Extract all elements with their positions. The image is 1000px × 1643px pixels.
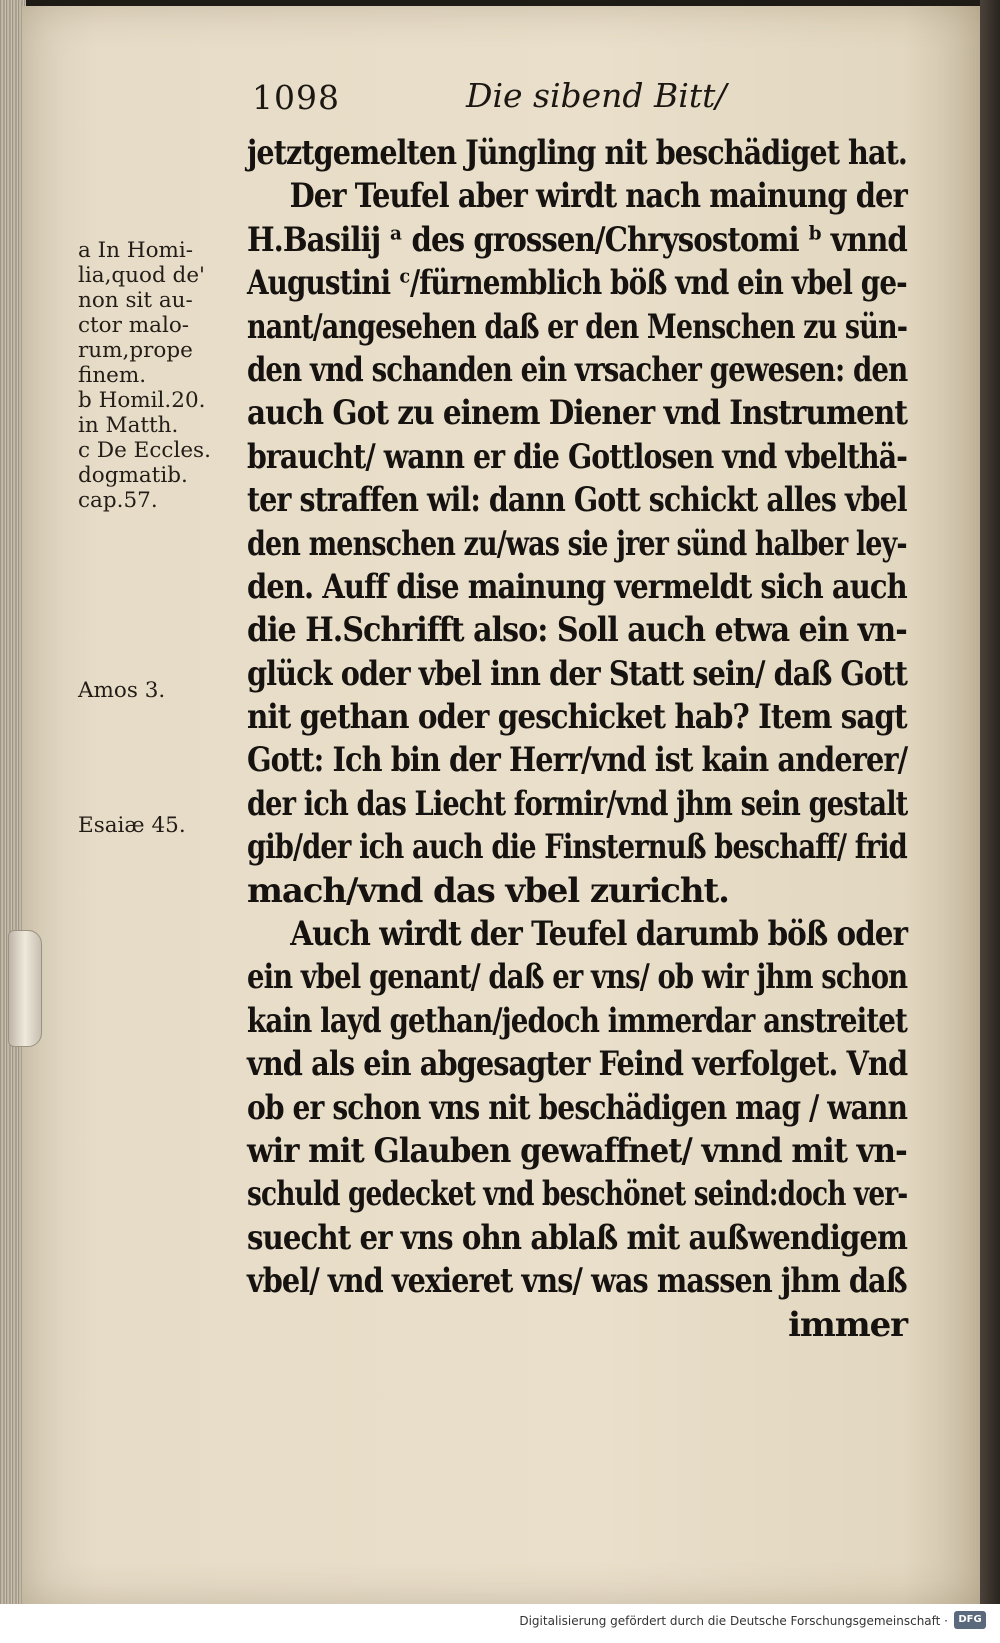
text-line: mach/vnd das vbel zuricht. bbox=[247, 870, 729, 911]
text-line: ter straffen wil: dann Gott schickt alles vbel bbox=[247, 480, 907, 521]
text-line: vbel/ vnd vexieret vns/ was massen jhm daß bbox=[247, 1261, 907, 1302]
margin-note-line: Esaiæ 45. bbox=[78, 813, 186, 838]
margin-note-line: dogmatib. bbox=[78, 463, 188, 488]
margin-note-line: a In Homi- bbox=[78, 238, 194, 263]
text-line: nit gethan oder geschicket hab? Item sagt bbox=[247, 697, 907, 738]
marginal-citation-amos bbox=[78, 678, 238, 703]
text-line: glück oder vbel inn der Statt sein/ daß Gott bbox=[247, 653, 907, 694]
text-line: den vnd schanden ein vrsacher gewesen: den bbox=[247, 349, 908, 390]
text-line: H.Basilij ᵃ des grossen/Chrysostomi ᵇ vnnd bbox=[247, 219, 907, 260]
text-line: ob er schon vns nit beschädigen mag / wann bbox=[247, 1087, 908, 1128]
page-number: 1098 bbox=[252, 78, 340, 117]
marginal-citations-abc bbox=[78, 238, 238, 513]
margin-note-line: finem. bbox=[78, 363, 147, 388]
margin-note-line: Amos 3. bbox=[78, 678, 166, 703]
text-line: gib/der ich auch die Finsternuß beschaff/ frid bbox=[247, 827, 907, 868]
text-line: braucht/ wann er die Gottlosen vnd vbelthä- bbox=[247, 436, 908, 477]
margin-note-line: in Matth. bbox=[78, 413, 179, 438]
text-line: der ich das Liecht formir/vnd jhm sein gestalt bbox=[247, 783, 908, 824]
text-line: Auch wirdt der Teufel darumb böß oder bbox=[290, 914, 908, 955]
dfg-logo: DFG bbox=[954, 1611, 986, 1629]
margin-note-line: b Homil.20. bbox=[78, 388, 206, 413]
funding-credit: Digitalisierung gefördert durch die Deutsche Forschungsgemeinschaft · bbox=[519, 1614, 948, 1628]
margin-note-line: rum,prope bbox=[78, 338, 193, 363]
text-line: kain layd gethan/jedoch immerdar anstreitet bbox=[247, 1000, 907, 1041]
text-line: schuld gedecket vnd beschönet seind:doch ver- bbox=[247, 1174, 908, 1215]
page-clip bbox=[8, 930, 42, 1047]
text-line: den menschen zu/was sie jrer sünd halber ley- bbox=[247, 523, 907, 564]
margin-note-line: c De Eccles. bbox=[78, 438, 211, 463]
text-line: wir mit Glauben gewaffnet/ vnnd mit vn- bbox=[247, 1130, 907, 1171]
text-line: die H.Schrifft also: Soll auch etwa ein vn- bbox=[247, 610, 907, 651]
catchword: immer bbox=[788, 1304, 907, 1345]
running-head: Die sibend Bitt/ bbox=[466, 76, 727, 115]
book-binding-shadow bbox=[980, 0, 1000, 1643]
text-line: Gott: Ich bin der Herr/vnd ist kain anderer/ bbox=[247, 740, 908, 781]
text-line: Augustini ᶜ/fürnemblich böß vnd ein vbel ge- bbox=[247, 263, 907, 304]
margin-note-line: cap.57. bbox=[78, 488, 158, 513]
text-line: vnd als ein abgesagter Feind verfolget. Vnd bbox=[247, 1044, 908, 1085]
marginal-citation-esaiae bbox=[78, 813, 238, 838]
main-text-block bbox=[247, 132, 907, 1347]
text-line: den. Auff dise mainung vermeldt sich auch bbox=[247, 566, 907, 607]
text-line: ein vbel genant/ daß er vns/ ob wir jhm schon bbox=[247, 957, 908, 998]
margin-note-line: non sit au- bbox=[78, 288, 193, 313]
text-line: nant/angesehen daß er den Menschen zu sün- bbox=[247, 306, 908, 347]
text-line: auch Got zu einem Diener vnd Instrument bbox=[247, 393, 908, 434]
text-line: Der Teufel aber wirdt nach mainung der bbox=[289, 176, 907, 217]
margin-note-line: lia,quod de' bbox=[78, 263, 205, 288]
text-line: jetztgemelten Jüngling nit beschädiget hat. bbox=[247, 133, 907, 173]
text-line: suecht er vns ohn ablaß mit außwendigem bbox=[247, 1217, 908, 1258]
margin-note-line: ctor malo- bbox=[78, 313, 190, 338]
